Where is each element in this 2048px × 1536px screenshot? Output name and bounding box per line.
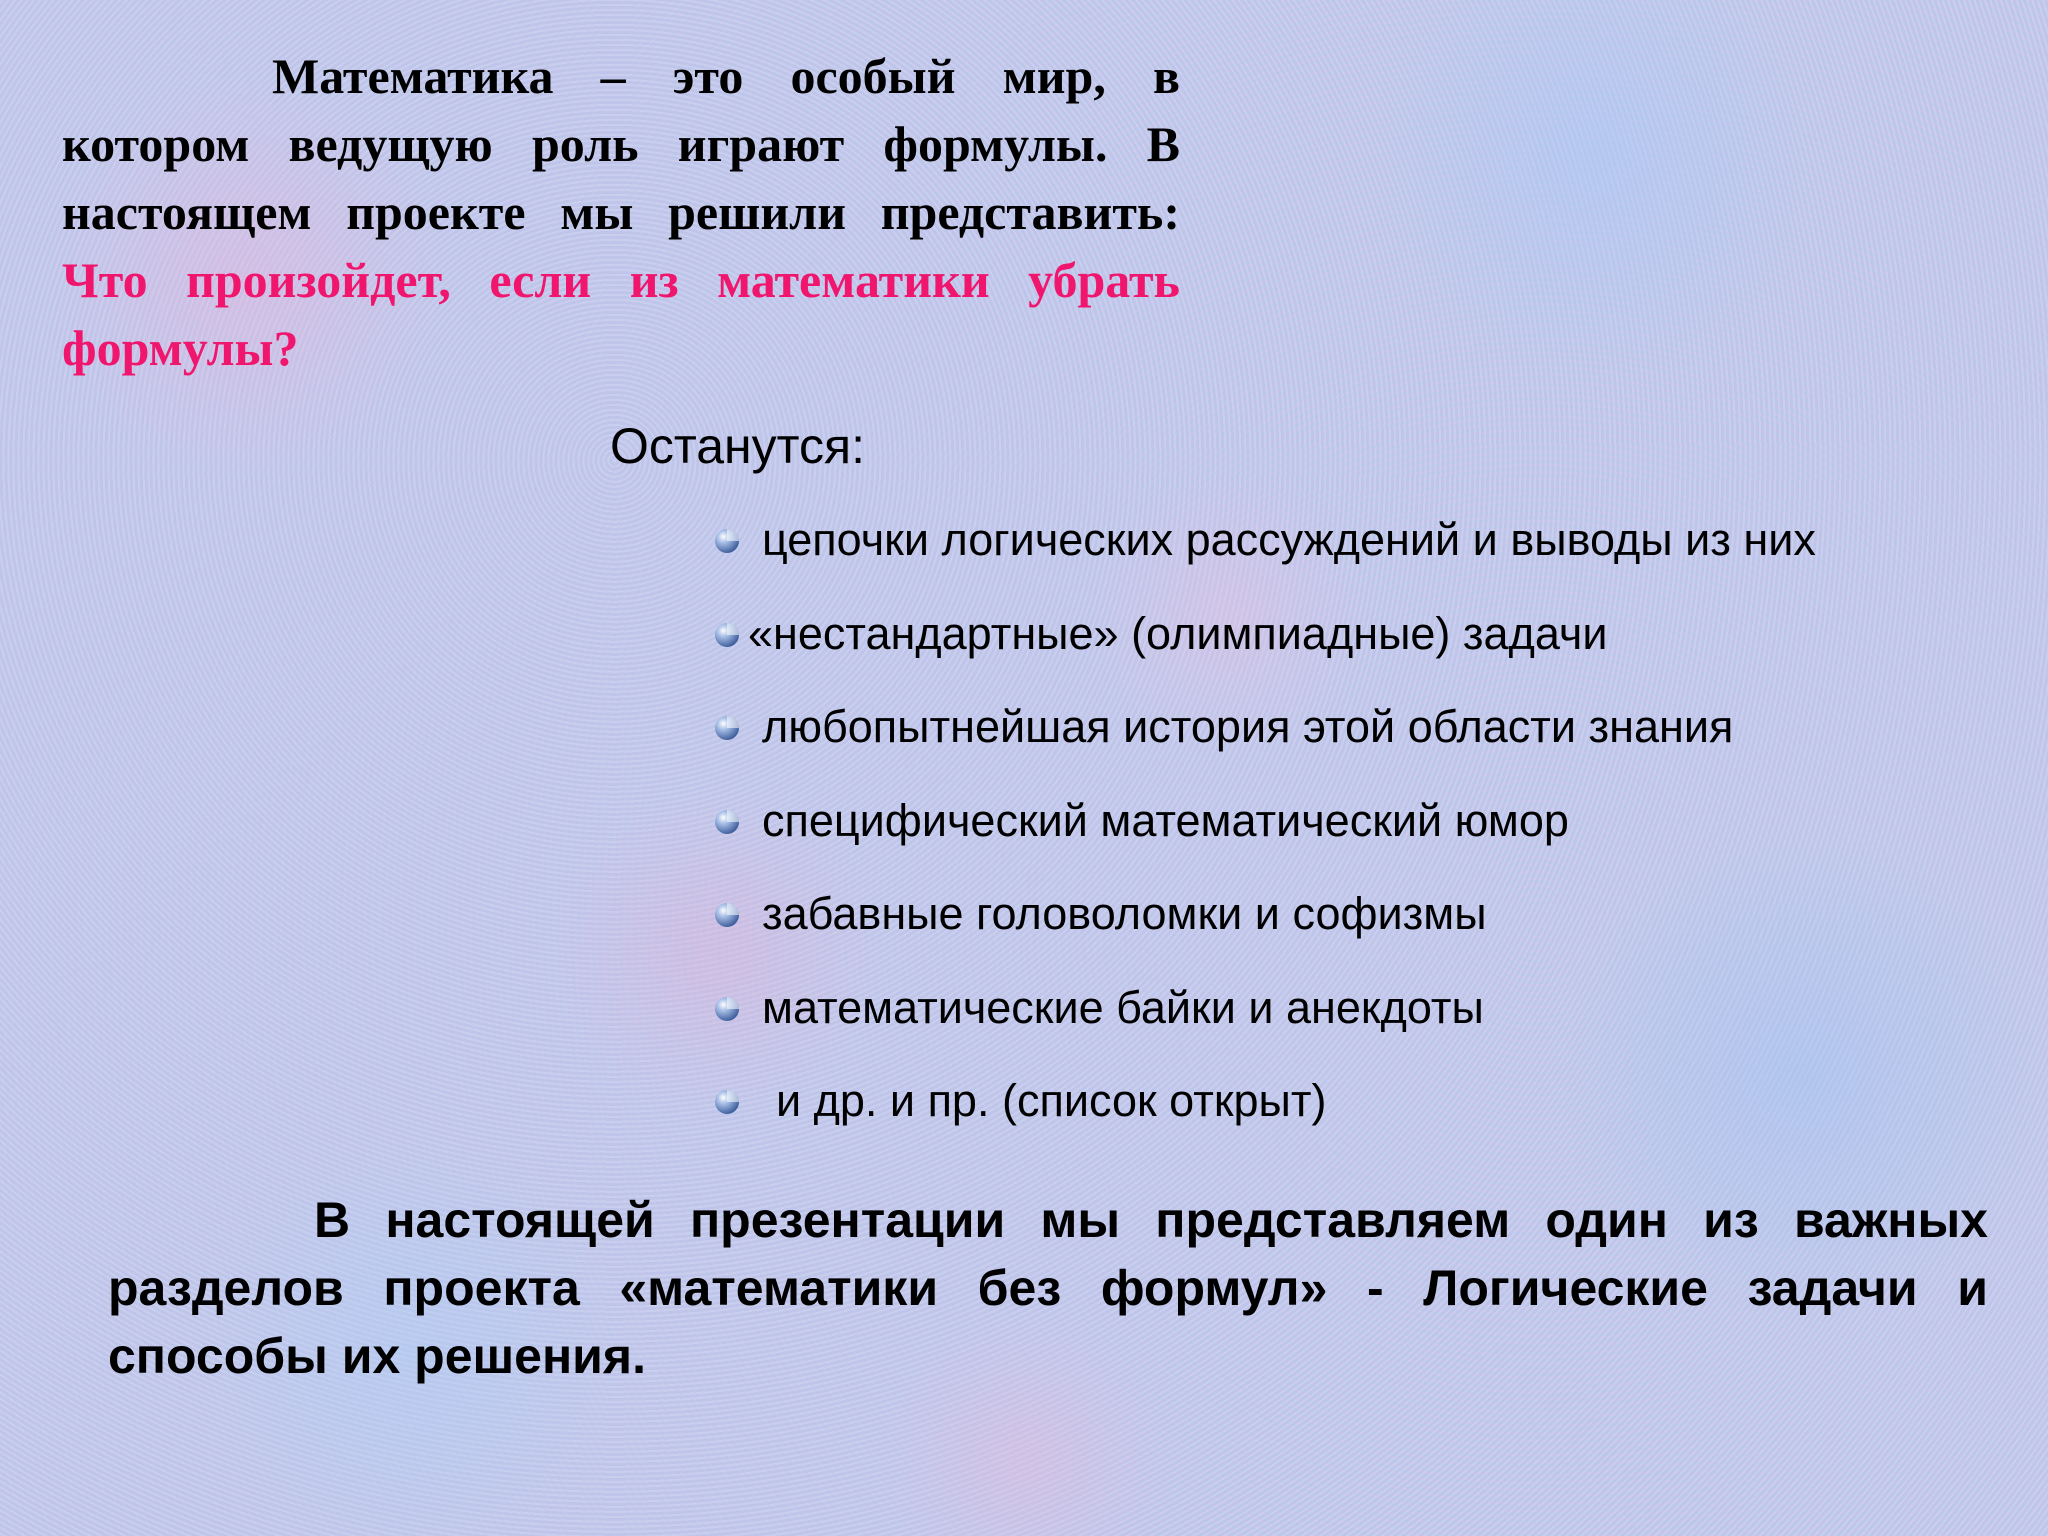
ball-bullet-icon	[712, 1087, 742, 1117]
list-item-text: «нестандартные» (олимпиадные) задачи	[748, 607, 1608, 659]
intro-question: Что произойдет, если из математики убрать формулы?	[62, 252, 1180, 376]
ball-bullet-icon	[712, 620, 742, 650]
remain-label: Останутся:	[610, 418, 865, 474]
list-item-text: математические байки и анекдоты	[762, 981, 1484, 1033]
ball-bullet-icon	[712, 713, 742, 743]
ball-bullet-icon	[712, 526, 742, 556]
intro-text: Математика – это особый мир, в котором ведущую роль играют формулы. В настоящем проекте мы решили представить:	[62, 48, 1180, 240]
list-item-text: любопытнейшая история этой области знания	[762, 701, 1734, 752]
ball-bullet-icon	[712, 994, 742, 1024]
list-item-text: и др. и пр. (список открыт)	[776, 1075, 1327, 1126]
list-item-text: специфический математический юмор	[762, 794, 1569, 846]
list-item-text: забавные головоломки и софизмы	[762, 888, 1487, 939]
list-item-text: цепочки логических рассуждений и выводы из них	[762, 514, 1816, 565]
intro-paragraph	[62, 42, 1180, 382]
conclusion-paragraph: В настоящей презентации мы представляем один из важных разделов проекта «математики без формул» - Логические задачи и способы их решения.	[108, 1192, 1988, 1384]
ball-bullet-icon	[712, 807, 742, 837]
ball-bullet-icon	[712, 900, 742, 930]
